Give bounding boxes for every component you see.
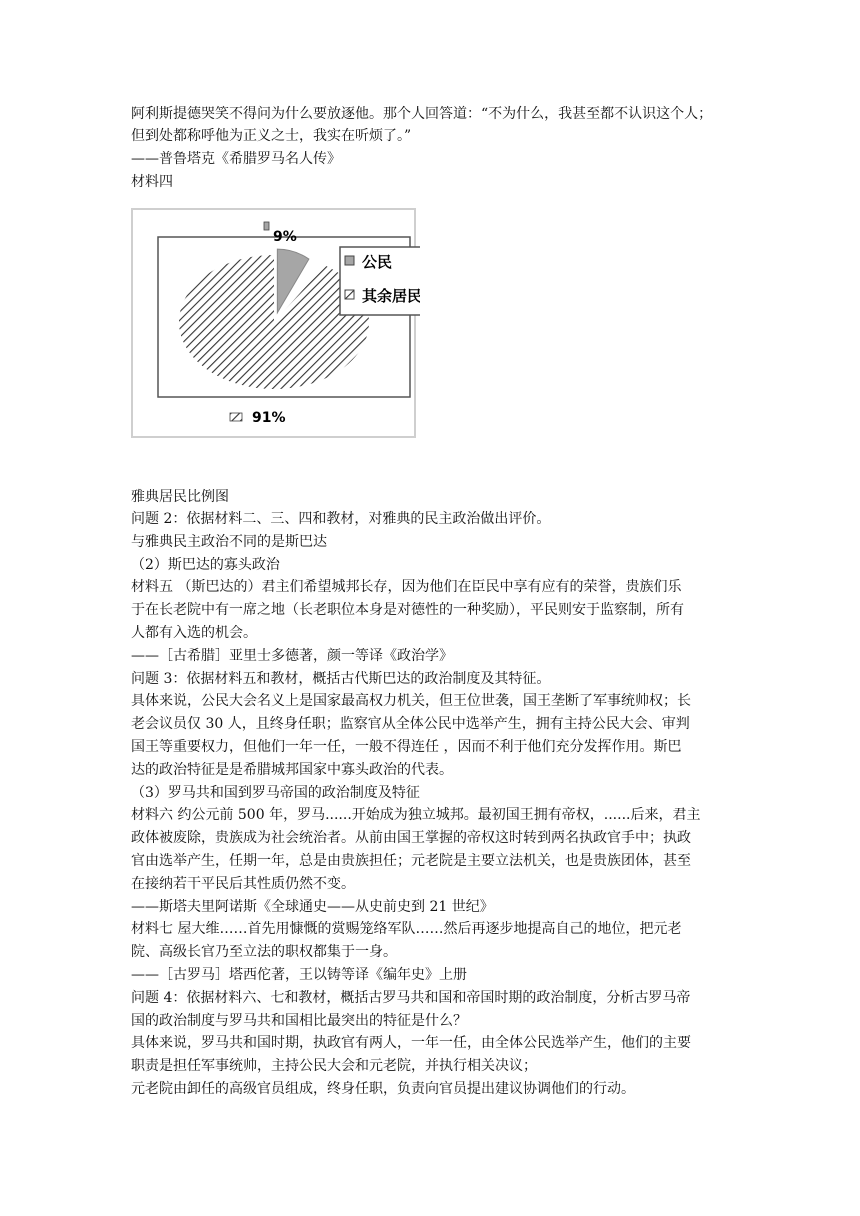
text-line: 阿利斯提德哭笑不得问为什么要放逐他。那个人回答道：“不为什么，我甚至都不认识这个人；: [131, 106, 713, 122]
body-line: 材料七 屋大维……首先用慷慨的赏赐笼络军队……然后再逐步地提高自己的地位，把元老: [131, 921, 682, 938]
body-line: 具体来说，罗马共和国时期，执政官有两人，一年一任，由全体公民选举产生，他们的主要: [131, 1035, 691, 1052]
body-line: 官由选举产生，任期一年，总是由贵族担任；元老院是主要立法机关，也是贵族团体，甚至: [131, 853, 691, 869]
body-line: 具体来说，公民大会名义上是国家最高权力机关，但王位世袭，国王垄断了军事统帅权；长: [131, 693, 691, 710]
body-line: 达的政治特征是是希腊城邦国家中寡头政治的代表。: [131, 761, 453, 778]
body-line: 于在长老院中有一席之地（长老职位本身是对德性的一种奖励），平民则安于监察制，所有: [131, 602, 684, 619]
data-label-swatch-others: [230, 413, 242, 421]
body-line: 政体被废除，贵族成为社会统治者。从前由国王掌握的帝权这时转到两名执政官手中；执政: [131, 830, 691, 847]
body-line: ——［古罗马］塔西佗著，王以铸等译《编年史》上册: [131, 967, 467, 983]
body-line: 材料六 约公元前 500 年，罗马......开始成为独立城邦。最初国王拥有帝权，......后来，君主: [131, 807, 701, 824]
legend-swatch-citizens: [345, 256, 354, 265]
body-line: 院、高级长官乃至立法的职权都集于一身。: [131, 944, 397, 961]
pie-chart: [131, 207, 420, 455]
body-line: 材料五 （斯巴达的）君主们希望城邦长存，因为他们在臣民中享有应有的荣誉，贵族们乐: [131, 579, 682, 596]
chart-caption: 雅典居民比例图: [131, 489, 229, 505]
data-label-text-others: 91%: [252, 410, 286, 426]
material-heading: 材料四: [131, 174, 173, 190]
body-line: ——［古希腊］亚里士多德著，颜一等译《政治学》: [131, 647, 453, 664]
body-line: 与雅典民主政治不同的是斯巴达: [131, 533, 327, 550]
legend-box: [340, 247, 420, 315]
body-line: 人都有入选的机会。: [131, 625, 257, 641]
body-line: 国王等重要权力，但他们一年一任，一般不得连任 ，因而不利于他们充分发挥作用。斯巴: [131, 739, 682, 755]
body-line: （2）斯巴达的寡头政治: [131, 556, 280, 573]
legend-label-citizens: 公民: [362, 253, 393, 271]
pie-chart-figure: [131, 207, 420, 455]
body-line: 在接纳若干平民后其性质仍然不变。: [131, 875, 355, 892]
body-line: （3）罗马共和国到罗马帝国的政治制度及特征: [131, 784, 420, 801]
data-label-text-citizens: 9%: [273, 229, 297, 245]
text-line: 但到处都称呼他为正义之士，我实在听烦了。”: [131, 128, 412, 144]
body-line: ——斯塔夫里阿诺斯《全球通史——从史前史到 21 世纪》: [131, 898, 494, 915]
body-line: 问题 2：依据材料二、三、四和教材，对雅典的民主政治做出评价。: [131, 511, 551, 527]
body-line: 老会议员仅 30 人，且终身任职；监察官从全体公民中选举产生，拥有主持公民大会、审判: [131, 716, 690, 733]
legend-swatch-others: [345, 290, 354, 299]
body-line: 国的政治制度与罗马共和国相比最突出的特征是什么？: [131, 1012, 467, 1029]
body-line: 问题 4：依据材料六、七和教材，概括古罗马共和国和帝国时期的政治制度，分析古罗马帝: [131, 989, 691, 1006]
data-label-swatch-citizens: [264, 222, 269, 230]
citation-line: ——普鲁塔克《希腊罗马名人传》: [131, 151, 341, 167]
body-line: 元老院由卸任的高级官员组成，终身任职，负责向官员提出建议协调他们的行动。: [131, 1081, 635, 1097]
body-line: 职责是担任军事统帅，主持公民大会和元老院，并执行相关决议；: [131, 1058, 537, 1075]
legend-label-others: 其余居民: [362, 287, 420, 305]
body-line: 问题 3：依据材料五和教材，概括古代斯巴达的政治制度及其特征。: [131, 670, 551, 687]
